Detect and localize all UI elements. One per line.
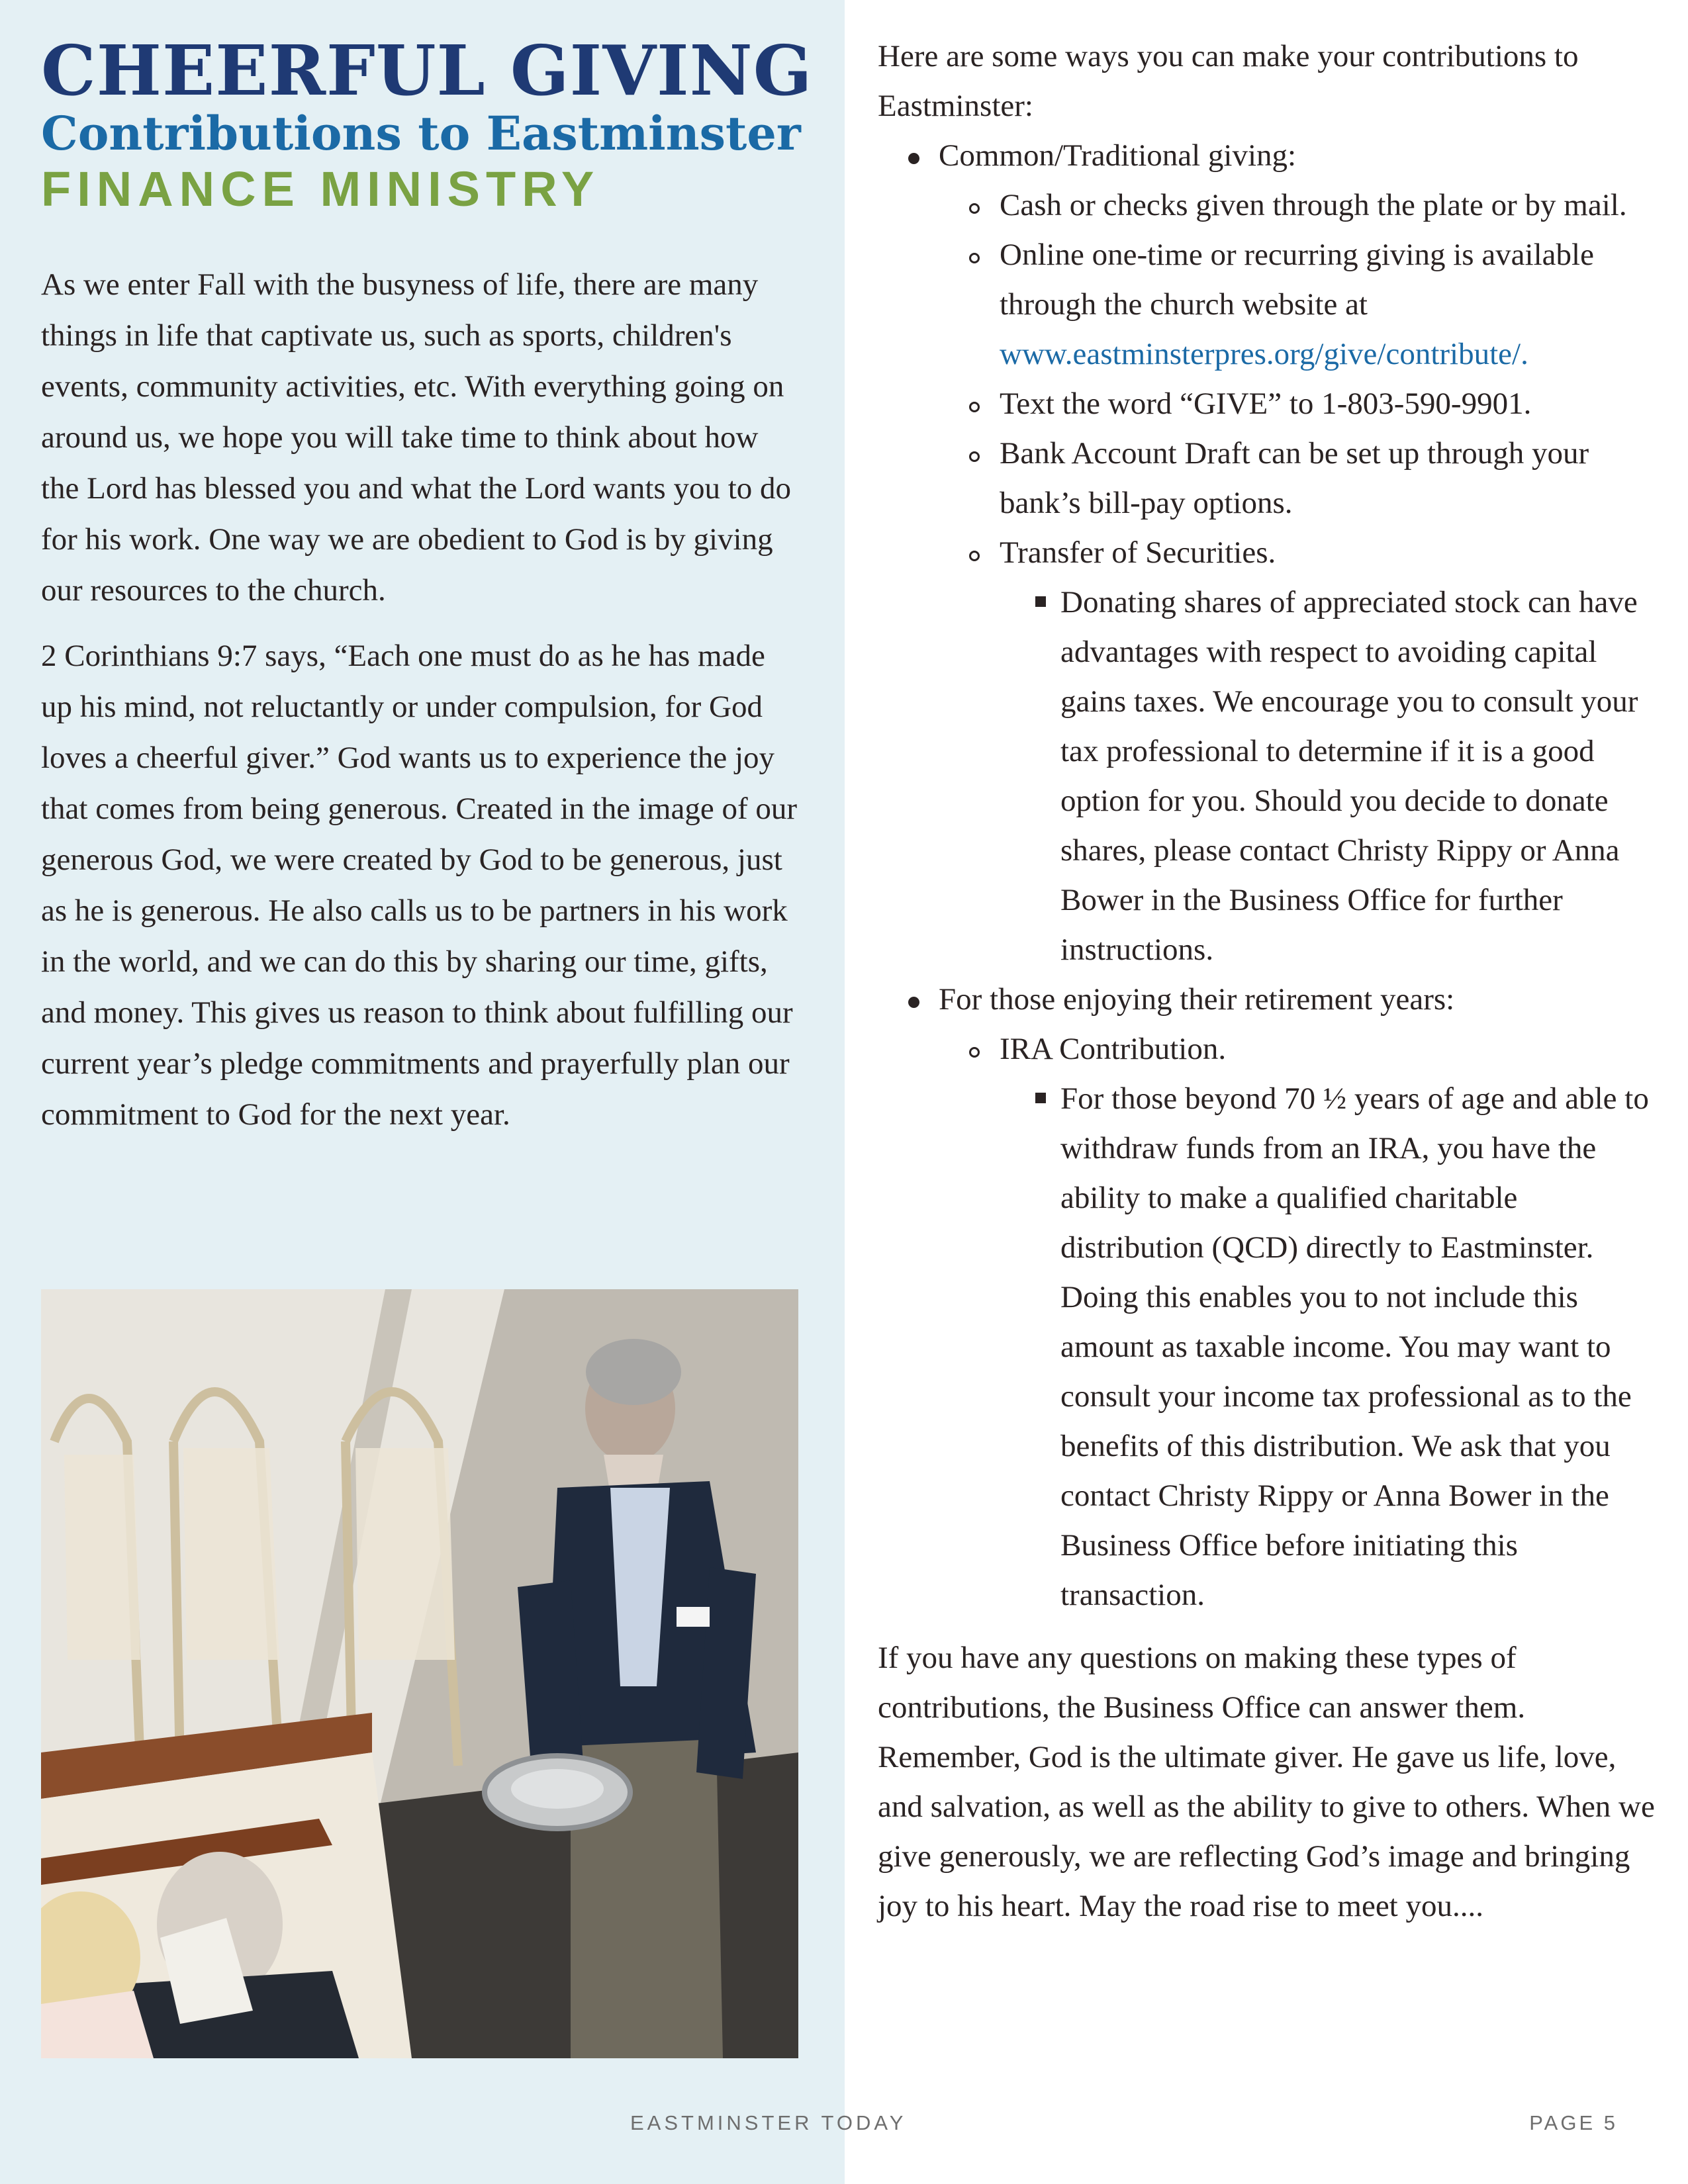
- giving-methods-list: [878, 131, 1659, 1620]
- bullet-circle-icon: [969, 1024, 980, 1074]
- bullet-circle-icon: [969, 379, 980, 429]
- list-item-ira: [939, 1024, 1659, 1620]
- cash-text: Cash or checks given through the plate or by mail.: [1000, 188, 1627, 222]
- securities-detail-text: Donating shares of appreciated stock can have advantages with respect to avoiding capital gains taxes. We encourage you to consult your tax professional to determine if it is a good option for you. Should you decide to donate shares, please contact Christy Rippy or Anna Bower in the Business Office for further instructions.: [1060, 585, 1638, 967]
- list-item-ira-detail: [1000, 1074, 1659, 1620]
- closing-paragraph: If you have any questions on making these types of contributions, the Business Office can answer them. Remember, God is the ultimate giver. He gave us life, love, and salvation, as well as the ability to give to others. When we give generously, we are reflecting God’s image and bringing joy to his heart. May the road rise to meet you....: [878, 1641, 1655, 1923]
- list-item-securities-detail: [1000, 578, 1659, 975]
- article-subtitle: Contributions to Eastminster: [41, 106, 801, 161]
- common-giving-sublist: [939, 181, 1659, 975]
- bullet-square-icon: [1035, 1093, 1046, 1103]
- ira-detail-text: For those beyond 70 ½ years of age and able to withdraw funds from an IRA, you have the ability to make a qualified charitable distribution (QCD) directly to Eastminster. Doing this enables you to not include this amount as taxable income. You may want to consult your income tax professional as to the benefits of this distribution. We ask that you contact Christy Rippy or Anna Bower in the Business Office before initiating this transaction.: [1060, 1081, 1649, 1612]
- retirement-heading: For those enjoying their retirement years:: [939, 982, 1455, 1017]
- securities-text: Transfer of Securities.: [1000, 535, 1276, 570]
- ira-text: IRA Contribution.: [1000, 1032, 1227, 1066]
- bullet-circle-icon: [969, 528, 980, 578]
- list-item-cash: [939, 181, 1659, 230]
- footer-page-number: PAGE 5: [1529, 2111, 1618, 2134]
- giving-website-link[interactable]: www.eastminsterpres.org/give/contribute/.: [1000, 337, 1528, 371]
- online-text: Online one-time or recurring giving is available through the church website at: [1000, 238, 1594, 322]
- bullet-dot-icon: [908, 975, 919, 1024]
- bullet-circle-icon: [969, 230, 980, 280]
- list-item-bank-draft: [939, 429, 1659, 528]
- scripture-paragraph: 2 Corinthians 9:7 says, “Each one must do as he has made up his mind, not reluctantly or under compulsion, for God loves a cheerful giver.” God wants us to experience the joy that comes from being generous. Created in the image of our generous God, we were created by God to be generous, just as he is generous. He also calls us to be partners in his work in the world, and we can do this by sharing our time, gifts, and money. This gives us reason to think about fulfilling our current year’s pledge commitments and prayerfully plan our commitment to God for the next year.: [41, 639, 797, 1132]
- common-giving-heading: Common/Traditional giving:: [939, 138, 1297, 173]
- bullet-dot-icon: [908, 131, 919, 181]
- text-give-text: Text the word “GIVE” to 1-803-590-9901.: [1000, 387, 1532, 421]
- right-column-text: [878, 32, 1659, 1931]
- left-column-text: [41, 259, 802, 1155]
- bank-draft-text: Bank Account Draft can be set up through your bank’s bill-pay options.: [1000, 436, 1589, 520]
- photo-usher-collecting-offering: [41, 1289, 798, 2058]
- bullet-circle-icon: [969, 429, 980, 478]
- intro-paragraph: As we enter Fall with the busyness of life, there are many things in life that captivate us, such as sports, children's events, community activities, etc. With everything going on around us, we hope you will take time to think about how the Lord has blessed you and what the Lord wants you to do for his work. One way we are obedient to God is by giving our resources to the church.: [41, 267, 792, 608]
- list-item-online: [939, 230, 1659, 379]
- securities-sublist: [1000, 578, 1659, 975]
- list-item-text-give: [939, 379, 1659, 429]
- footer-publication-name: EASTMINSTER TODAY: [630, 2111, 907, 2134]
- ira-sublist: [1000, 1074, 1659, 1620]
- list-item-securities: [939, 528, 1659, 975]
- retirement-sublist: [939, 1024, 1659, 1620]
- bullet-square-icon: [1035, 596, 1046, 607]
- photo-illustration: [41, 1289, 798, 2058]
- bullet-circle-icon: [969, 181, 980, 230]
- article-title: CHEERFUL GIVING: [41, 30, 813, 111]
- ways-intro: Here are some ways you can make your contributions to Eastminster:: [878, 39, 1579, 123]
- article-header: [41, 30, 822, 220]
- list-item-common-giving: [878, 131, 1659, 975]
- list-item-retirement: [878, 975, 1659, 1620]
- ministry-label: FINANCE MINISTRY: [41, 161, 600, 216]
